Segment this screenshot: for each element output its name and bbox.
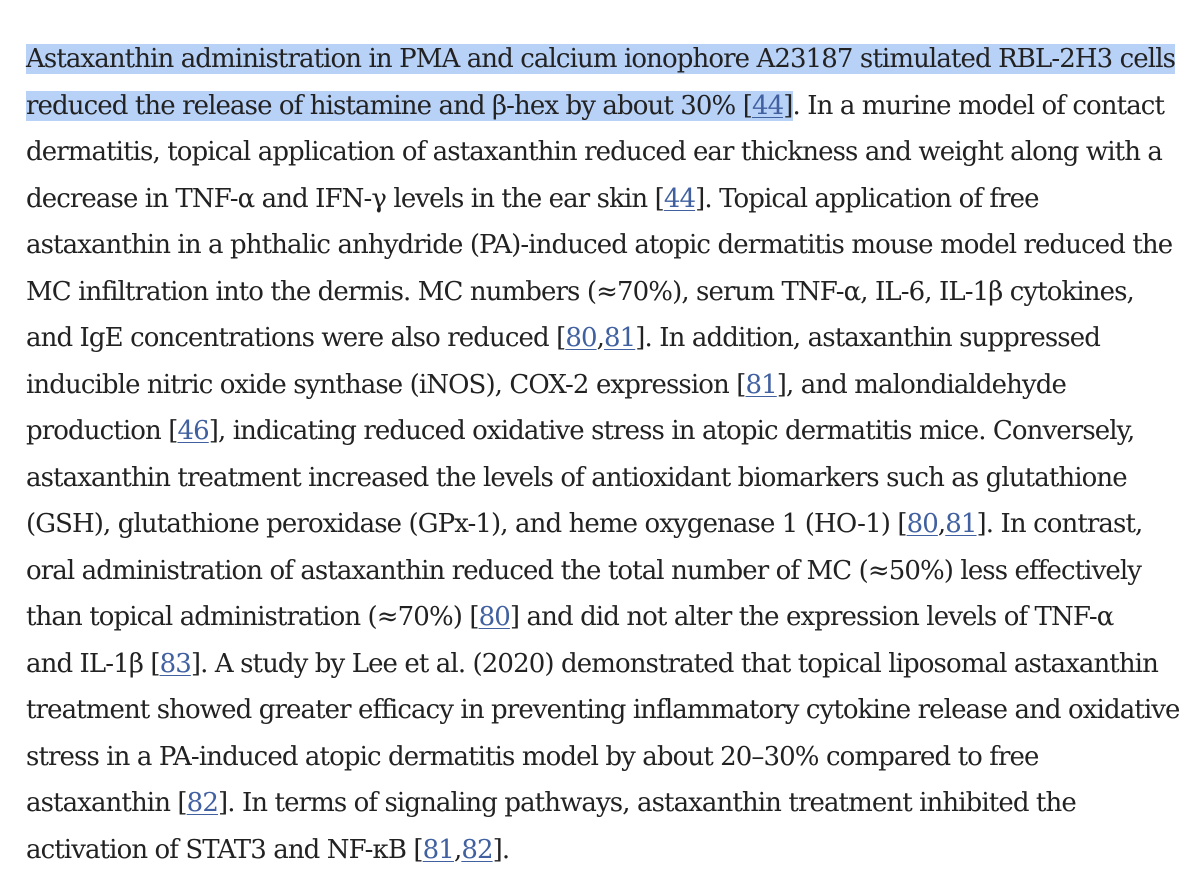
text-line xyxy=(26,734,1194,781)
text-segment: (GSH), glutathione peroxidase (GPx-1), and heme oxygenase 1 (HO-1) [ xyxy=(26,509,907,539)
text-segment: , xyxy=(937,509,946,539)
text-line xyxy=(26,827,1194,874)
citation-link[interactable]: 83 xyxy=(159,648,191,679)
text-segment: ]. In addition, astaxanthin suppressed xyxy=(635,323,1100,353)
citation-link[interactable]: 44 xyxy=(751,90,784,121)
citation-link[interactable]: 81 xyxy=(745,369,777,400)
text-segment: astaxanthin [ xyxy=(26,788,187,818)
text-segment: ]. Topical application of free xyxy=(695,183,1039,214)
citation-link[interactable]: 81 xyxy=(604,323,636,353)
text-line xyxy=(26,129,1194,176)
highlighted-text: Astaxanthin administration in PMA and calcium ionophore A23187 stimulated RBL-2H3 cells xyxy=(26,44,1176,74)
text-segment: than topical administration (≈70%) [ xyxy=(26,602,479,632)
text-line xyxy=(26,362,1194,409)
citation-link[interactable]: 82 xyxy=(461,834,493,865)
text-segment: production [ xyxy=(26,416,178,446)
text-segment: astaxanthin in a phthalic anhydride (PA)-induced atopic dermatitis mouse model reduced the xyxy=(26,230,1173,260)
citation-link[interactable]: 46 xyxy=(177,416,209,446)
text-line xyxy=(26,455,1194,502)
paragraph-lines xyxy=(26,36,1194,873)
text-line xyxy=(26,315,1194,362)
text-segment: ], and malondialdehyde xyxy=(776,369,1066,400)
text-segment: MC infiltration into the dermis. MC numbers (≈70%), serum TNF-α, IL-6, IL-1β cytokines, xyxy=(26,276,1134,307)
article-paragraph xyxy=(26,36,1194,873)
text-segment: oral administration of astaxanthin reduced the total number of MC (≈50%) less effectively xyxy=(26,555,1142,586)
text-segment: treatment showed greater efficacy in preventing inflammatory cytokine release and oxidative xyxy=(26,695,1180,725)
text-line xyxy=(26,83,1194,130)
citation-link[interactable]: 81 xyxy=(945,509,977,539)
text-line xyxy=(26,176,1194,223)
text-line xyxy=(26,780,1194,827)
citation-link[interactable]: 82 xyxy=(186,788,218,818)
text-segment: dermatitis, topical application of astaxanthin reduced ear thickness and weight along with a xyxy=(26,137,1163,167)
citation-link[interactable]: 80 xyxy=(565,323,597,353)
text-line xyxy=(26,548,1194,595)
highlighted-text xyxy=(752,91,783,121)
text-segment: , xyxy=(453,834,462,865)
text-segment: and IgE concentrations were also reduced [ xyxy=(26,323,566,353)
citation-link[interactable]: 44 xyxy=(663,183,696,214)
text-segment: ], indicating reduced oxidative stress in atopic dermatitis mice. Conversely, xyxy=(208,416,1135,446)
citation-link[interactable]: 81 xyxy=(422,834,454,865)
text-segment: ]. In terms of signaling pathways, astaxanthin treatment inhibited the xyxy=(217,788,1076,818)
text-segment: inducible nitric oxide synthase (iNOS), COX-2 expression [ xyxy=(26,369,746,400)
text-line xyxy=(26,408,1194,455)
citation-link[interactable]: 80 xyxy=(906,509,938,539)
text-segment: astaxanthin treatment increased the levels of antioxidant biomarkers such as glutathione xyxy=(26,462,1127,493)
text-segment: , xyxy=(596,323,604,353)
text-segment: activation of STAT3 and NF-κB [ xyxy=(26,834,423,865)
text-segment: ]. A study by Lee et al. (2020) demonstrated that topical liposomal astaxanthin xyxy=(190,648,1158,679)
text-line xyxy=(26,222,1194,269)
text-segment: decrease in TNF-α and IFN-γ levels in the ear skin [ xyxy=(26,183,664,214)
text-segment: and IL-1β [ xyxy=(26,648,160,679)
highlighted-text: ] xyxy=(783,90,793,121)
text-segment: stress in a PA-induced atopic dermatitis model by about 20–30% compared to free xyxy=(26,741,1039,772)
citation-link[interactable]: 80 xyxy=(478,602,510,632)
text-line xyxy=(26,36,1194,83)
text-segment: ] and did not alter the expression levels of TNF-α xyxy=(509,602,1114,632)
text-line xyxy=(26,594,1194,641)
text-line xyxy=(26,687,1194,734)
text-segment: ]. In contrast, xyxy=(976,509,1143,539)
text-segment: . In a murine model of contact xyxy=(792,90,1165,121)
text-segment: ]. xyxy=(492,834,510,865)
text-line xyxy=(26,501,1194,548)
text-line xyxy=(26,641,1194,688)
highlighted-text: reduced the release of histamine and β-hex by about 30% [ xyxy=(26,90,752,121)
text-line xyxy=(26,269,1194,316)
